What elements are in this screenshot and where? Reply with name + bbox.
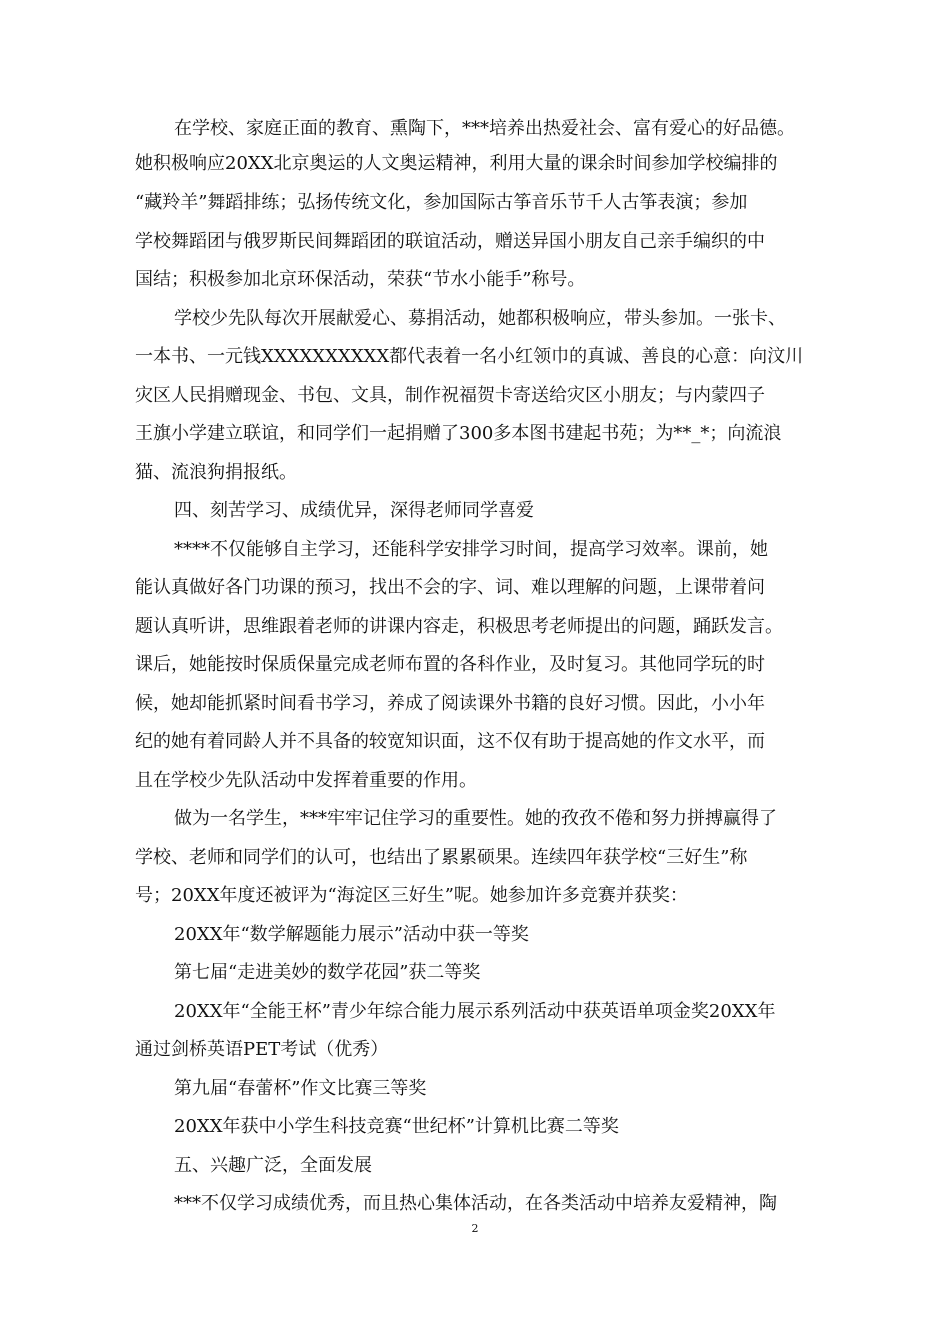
body-line: 且在学校少先队活动中发挥着重要的作用。 (135, 770, 477, 791)
body-line: 题认真听讲，思维跟着老师的讲课内容走，积极思考老师提出的问题，踊跃发言。 (135, 616, 783, 637)
body-line: 能认真做好各门功课的预习，找出不会的字、词、难以理解的问题，上课带着问 (135, 577, 765, 598)
body-line: ***不仅学习成绩优秀，而且热心集体活动，在各类活动中培养友爱精神，陶 (174, 1193, 777, 1214)
body-line: 猫、流浪狗捐报纸。 (135, 462, 297, 483)
page-number: 2 (471, 1222, 479, 1235)
body-line: 她积极响应20XX北京奥运的人文奥运精神，利用大量的课余时间参加学校编排的 (135, 153, 778, 174)
body-line: 做为一名学生，***牢牢记住学习的重要性。她的孜孜不倦和努力拼搏赢得了 (174, 808, 777, 829)
body-line: 学校舞蹈团与俄罗斯民间舞蹈团的联谊活动，赠送异国小朋友自己亲手编织的中 (135, 231, 765, 252)
body-line: 王旗小学建立联谊，和同学们一起捐赠了300多本图书建起书苑；为**_*；向流浪 (135, 423, 782, 444)
award-item: 第七届“走进美妙的数学花园”获二等奖 (174, 962, 481, 983)
award-item: 第九届“春蕾杯”作文比赛三等奖 (174, 1078, 427, 1099)
section-heading: 四、刻苦学习、成绩优异，深得老师同学喜爱 (174, 500, 534, 521)
body-line: 候，她却能抓紧时间看书学习，养成了阅读课外书籍的良好习惯。因此，小小年 (135, 693, 765, 714)
body-line: 一本书、一元钱XXXXXXXXXX都代表着一名小红领巾的真诚、善良的心意：向汶川 (135, 346, 804, 367)
body-line: 纪的她有着同龄人并不具备的较宽知识面，这不仅有助于提高她的作文水平，而 (135, 731, 765, 752)
award-item: 20XX年“数学解题能力展示”活动中获一等奖 (174, 924, 529, 945)
body-line: 灾区人民捐赠现金、书包、文具，制作祝福贺卡寄送给灾区小朋友；与内蒙四子 (135, 385, 765, 406)
body-line: 学校少先队每次开展献爱心、募捐活动，她都积极响应，带头参加。一张卡、 (174, 308, 786, 329)
award-item: 20XX年获中小学生科技竞赛“世纪杯”计算机比赛二等奖 (174, 1116, 619, 1137)
award-item: 通过剑桥英语PET考试（优秀） (135, 1039, 389, 1060)
body-line: 学校、老师和同学们的认可，也结出了累累硕果。连续四年获学校“三好生”称 (135, 847, 748, 868)
body-line: ****不仅能够自主学习，还能科学安排学习时间，提高学习效率。课前，她 (174, 539, 768, 560)
body-line: 号；20XX年度还被评为“海淀区三好生”呢。她参加许多竞赛并获奖： (135, 885, 688, 906)
body-line: 在学校、家庭正面的教育、熏陶下，***培养出热爱社会、富有爱心的好品德。 (174, 118, 795, 139)
body-line: 课后，她能按时保质保量完成老师布置的各科作业，及时复习。其他同学玩的时 (135, 654, 765, 675)
section-heading: 五、兴趣广泛，全面发展 (174, 1155, 372, 1176)
body-line: “藏羚羊”舞蹈排练；弘扬传统文化，参加国际古筝音乐节千人古筝表演；参加 (135, 192, 748, 213)
body-line: 国结；积极参加北京环保活动，荣获“节水小能手”称号。 (135, 269, 586, 290)
award-item: 20XX年“全能王杯”青少年综合能力展示系列活动中获英语单项金奖20XX年 (174, 1001, 776, 1022)
